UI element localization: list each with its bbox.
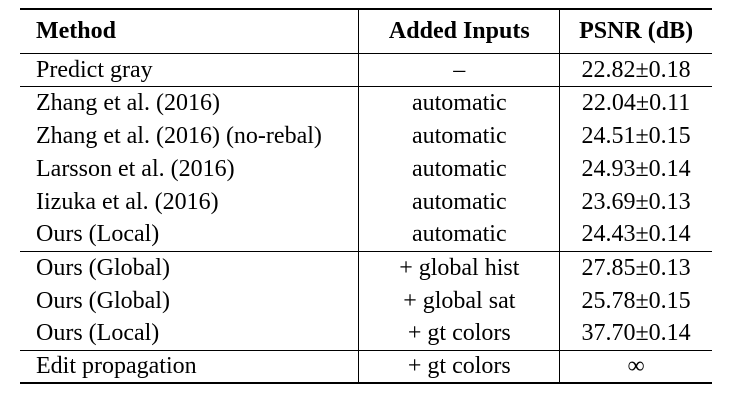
inputs-cell: automatic [359, 152, 560, 185]
table-header [20, 9, 712, 53]
table-row [20, 284, 712, 317]
psnr-cell: 24.43±0.14 [581, 221, 691, 248]
results-table [20, 8, 712, 384]
method-cell: Zhang et al. (2016) [20, 86, 359, 119]
table-row [20, 251, 712, 284]
psnr-cell: 22.04±0.11 [560, 86, 712, 119]
method-cell: Iizuka et al. (2016) [20, 185, 359, 218]
table-row [20, 350, 712, 383]
method-cell: Ours (Local) [20, 317, 359, 350]
inputs-cell: – [359, 53, 560, 86]
header-added-inputs: Added Inputs [359, 9, 560, 53]
psnr-cell: ∞ [560, 350, 712, 383]
method-cell: Ours (Global) [20, 284, 359, 317]
table-row [20, 86, 712, 119]
table-body [20, 53, 712, 383]
psnr-cell: 25.78±0.15 [581, 287, 691, 314]
inputs-cell: automatic [359, 86, 560, 119]
header-method: Method [20, 9, 359, 53]
header-psnr: PSNR (dB) [560, 9, 712, 53]
header-row [20, 9, 712, 53]
psnr-cell: 22.82±0.18 [581, 56, 691, 83]
table-row [20, 317, 712, 350]
inputs-cell: + gt colors [359, 350, 560, 383]
inputs-cell: + gt colors [359, 317, 560, 350]
psnr-cell: 27.85±0.13 [560, 251, 712, 284]
table-row [20, 152, 712, 185]
table-row [20, 218, 712, 251]
inputs-cell: automatic [359, 119, 560, 152]
method-cell: Ours (Local) [20, 218, 359, 251]
table-row [20, 185, 712, 218]
table-row [20, 53, 712, 86]
method-cell: Edit propagation [20, 350, 359, 383]
psnr-cell: 37.70±0.14 [581, 320, 691, 347]
inputs-cell: + global hist [359, 251, 560, 284]
psnr-cell: 24.93±0.14 [581, 155, 691, 182]
inputs-cell: + global sat [359, 284, 560, 317]
method-cell: Larsson et al. (2016) [20, 152, 359, 185]
table-row [20, 119, 712, 152]
inputs-cell: automatic [359, 185, 560, 218]
psnr-cell: 23.69±0.13 [581, 188, 691, 215]
inputs-cell: automatic [359, 218, 560, 251]
method-cell: Predict gray [20, 53, 359, 86]
psnr-cell: 24.51±0.15 [581, 122, 691, 149]
method-cell: Ours (Global) [20, 251, 359, 284]
method-cell: Zhang et al. (2016) (no-rebal) [20, 119, 359, 152]
